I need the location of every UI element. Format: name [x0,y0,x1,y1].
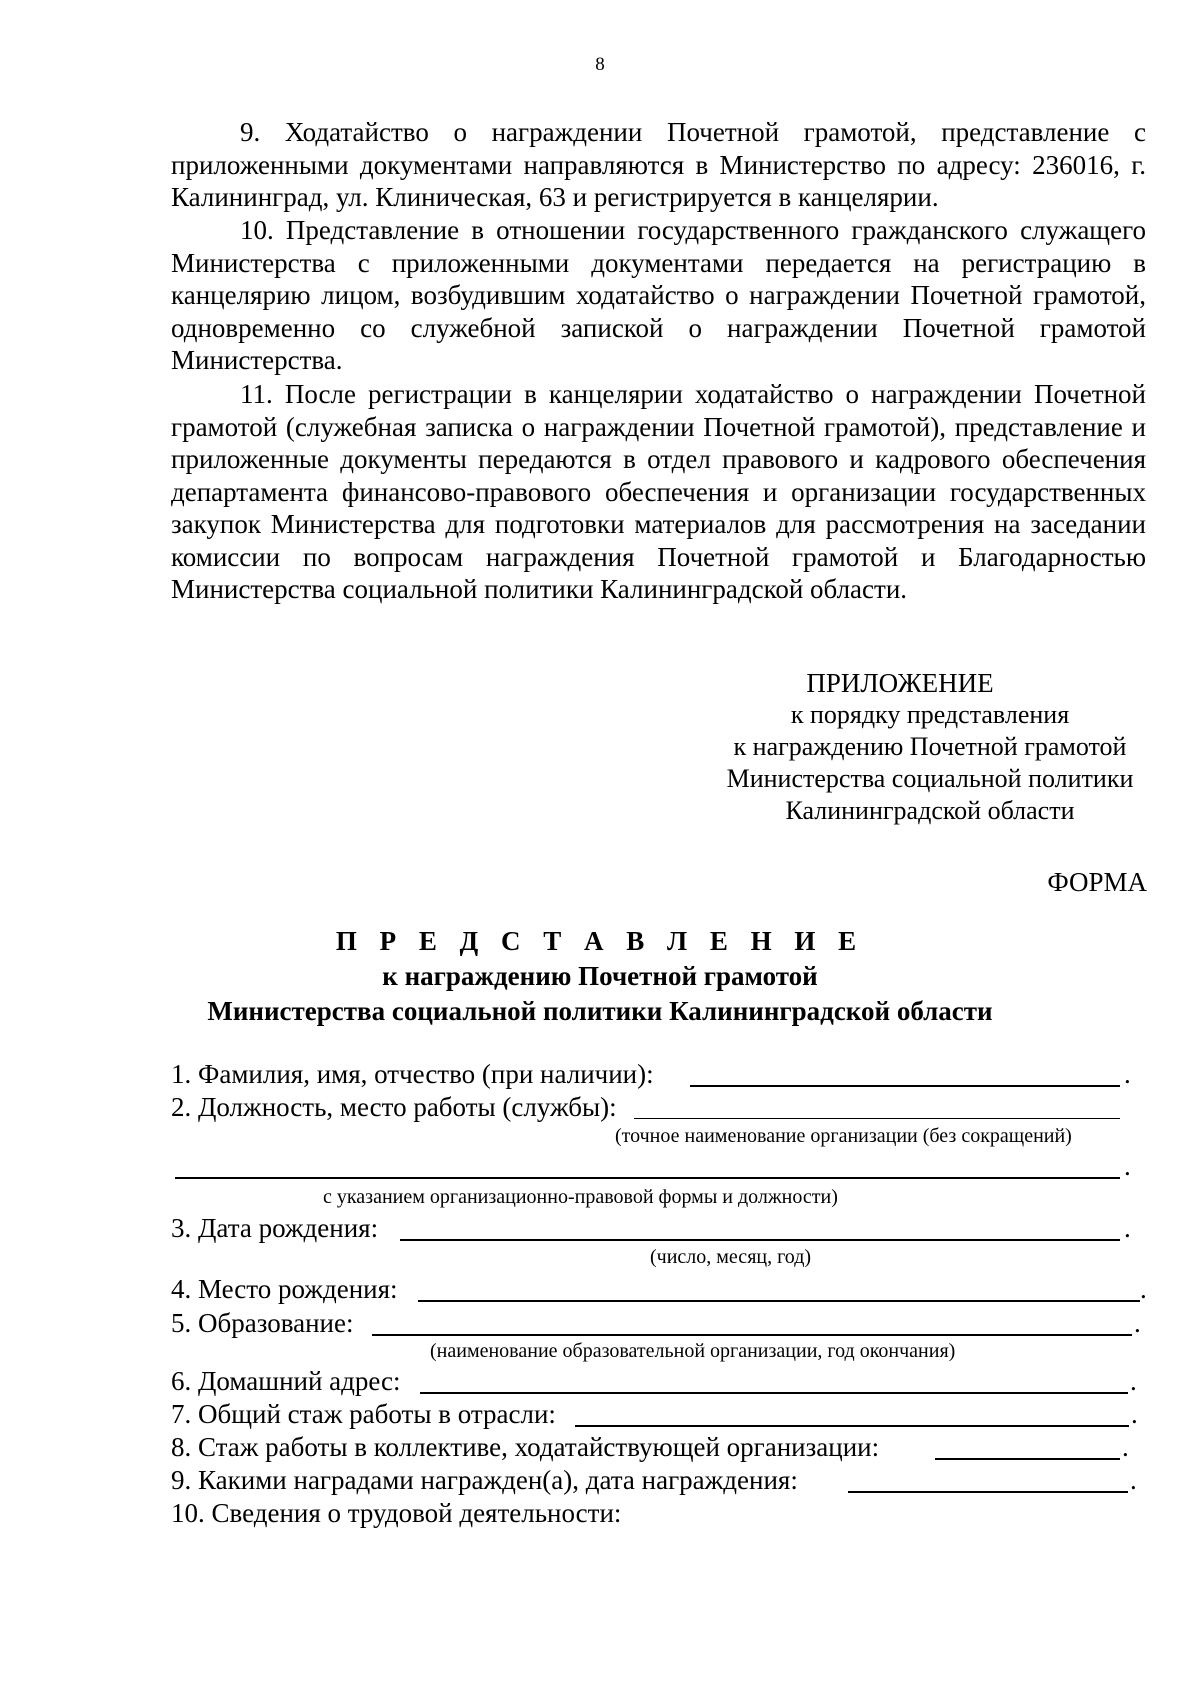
form-title [0,924,1200,1029]
field-7-dot: . [1131,1399,1138,1429]
field-1-line[interactable] [690,1085,1120,1087]
appendix-block [640,667,1200,827]
appendix-line: Калининградской области [785,796,1075,825]
field-3-dot: . [1124,1213,1131,1243]
paragraph-10: 10. Представление в отношении государственного гражданского служащего Министерства с приложенными документами передается на регистрацию в канцелярию лицом, возбудившим ходатайство о награждении Почетной грамотой, одновременно со служебной запиской о награждении Почетной грамотой Министерства. [171,215,1146,375]
field-1-label: 1. Фамилия, имя, отчество (при наличии): [171,1059,654,1089]
field-8-dot: . [1122,1432,1129,1462]
form-label: ФОРМА [1047,867,1147,897]
field-6-label: 6. Домашний адрес: [171,1366,401,1396]
paragraph-11: 11. После регистрации в канцелярии ходатайство о награждении Почетной грамотой (служебная записка о награждении Почетной грамотой), представление и приложенные документы передаются в отдел правового и кадрового обеспечения департамента финансово-правового обеспечения и организации государственных закупок Министерства для подготовки материалов для рассмотрения на заседании комиссии по вопросам награждения Почетной грамотой и Благодарностью Министерства социальной политики Калининградской области. [171,379,1146,604]
field-8-line[interactable] [935,1458,1120,1460]
appendix-line: Министерства социальной политики [726,764,1134,793]
field-6-dot: . [1130,1366,1137,1396]
field-4-dot: . [1140,1274,1147,1304]
field-5-line[interactable] [372,1334,1132,1336]
field-1-dot: . [1124,1059,1131,1089]
field-8-label: 8. Стаж работы в коллективе, ходатайствующей организации: [171,1432,880,1462]
paragraph-9: 9. Ходатайство о награждении Почетной грамотой, представление с приложенными документами направляются в Министерство по адресу: 236016, г. Калининград, ул. Клиническая, 63 и регистрируется в канцелярии. [171,117,1146,212]
field-3-line[interactable] [400,1239,1120,1241]
field-4-line[interactable] [418,1300,1140,1302]
title-line-3: Министерства социальной политики Калининградской области [207,996,993,1026]
title-line-1: П Р Е Д С Т А В Л Е Н И Е [335,926,865,956]
field-5-label: 5. Образование: [171,1308,354,1338]
field-2-hint-1: (точное наименование организации (без сокращений) [615,1125,1072,1147]
field-5-hint: (наименование образовательной организации, год окончания) [430,1340,956,1362]
field-7-label: 7. Общий стаж работы в отрасли: [171,1399,556,1429]
field-2-line-2[interactable] [175,1177,1120,1179]
field-2-dot: . [1124,1151,1131,1181]
field-2-hint-2: с указанием организационно-правовой формы и должности) [323,1186,838,1208]
field-9-label: 9. Какими наградами награжден(а), дата награждения: [171,1465,798,1495]
appendix-line: к порядку представления [790,700,1070,729]
field-2-line[interactable] [634,1118,1120,1119]
field-2-label: 2. Должность, место работы (службы): [171,1092,617,1122]
field-9-line[interactable] [848,1491,1128,1493]
field-10-label: 10. Сведения о трудовой деятельности: [171,1498,622,1528]
page-number: 8 [595,54,605,75]
field-9-dot: . [1130,1465,1137,1495]
field-6-line[interactable] [420,1392,1128,1394]
field-3-label: 3. Дата рождения: [171,1213,379,1243]
field-3-hint: (число, месяц, год) [650,1246,812,1268]
field-7-line[interactable] [575,1425,1129,1427]
field-4-label: 4. Место рождения: [171,1274,398,1304]
appendix-line: к награждению Почетной грамотой [733,732,1127,761]
title-line-2: к награждению Почетной грамотой [382,961,818,991]
appendix-heading: ПРИЛОЖЕНИЕ [806,668,994,698]
field-5-dot: . [1134,1308,1141,1338]
